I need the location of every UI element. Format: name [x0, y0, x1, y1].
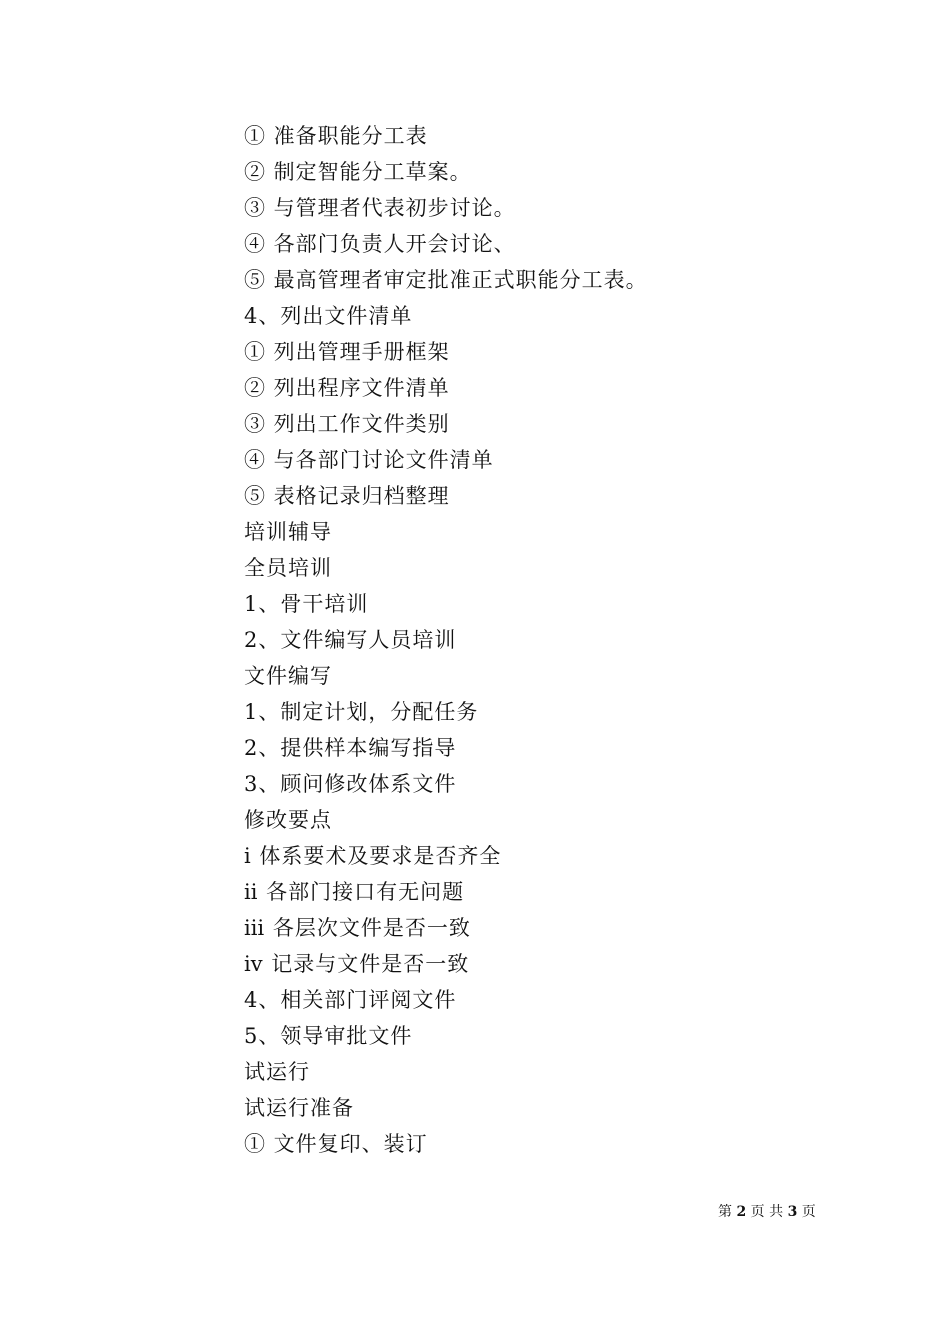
text-line: 1、骨干培训 — [244, 592, 369, 616]
text-line: ② 制定智能分工草案。 — [244, 160, 472, 184]
page-number-footer — [718, 1201, 816, 1221]
section-heading: 4、列出文件清单 — [244, 304, 413, 328]
text-line: ⅱ 各部门接口有无问题 — [244, 880, 465, 904]
text-line: ④ 与各部门讨论文件清单 — [244, 448, 494, 472]
text-line: ⅲ 各层次文件是否一致 — [244, 916, 471, 940]
footer-suffix: 页 — [801, 1204, 816, 1220]
total-page-number: 3 — [787, 1204, 798, 1220]
text-line: 5、领导审批文件 — [244, 1024, 413, 1048]
text-line: ④ 各部门负责人开会讨论、 — [244, 232, 516, 256]
text-line: 3、顾问修改体系文件 — [244, 772, 457, 796]
section-heading: 文件编写 — [244, 664, 332, 688]
section-heading: 试运行准备 — [244, 1096, 354, 1120]
text-line: 2、提供样本编写指导 — [244, 736, 457, 760]
text-line: ⑤ 表格记录归档整理 — [244, 484, 450, 508]
text-line: ③ 列出工作文件类别 — [244, 412, 450, 436]
section-heading: 培训辅导 — [244, 520, 332, 544]
text-line: ① 列出管理手册框架 — [244, 340, 450, 364]
text-line: ① 文件复印、装订 — [244, 1132, 428, 1156]
text-line: ② 列出程序文件清单 — [244, 376, 450, 400]
text-line: ⑤ 最高管理者审定批准正式职能分工表。 — [244, 268, 648, 292]
text-line: 4、相关部门评阅文件 — [244, 988, 457, 1012]
current-page-number: 2 — [736, 1204, 747, 1220]
footer-prefix: 第 — [718, 1204, 732, 1220]
document-body — [244, 118, 648, 1162]
text-line: ③ 与管理者代表初步讨论。 — [244, 196, 516, 220]
section-heading: 试运行 — [244, 1060, 310, 1084]
section-heading: 修改要点 — [244, 808, 332, 832]
text-line: 2、文件编写人员培训 — [244, 628, 457, 652]
section-heading: 全员培训 — [244, 556, 332, 580]
footer-middle: 页 共 — [750, 1204, 784, 1220]
text-line: ⅳ 记录与文件是否一致 — [244, 952, 470, 976]
text-line: ⅰ 体系要术及要求是否齐全 — [244, 844, 502, 868]
text-line: ① 准备职能分工表 — [244, 124, 428, 148]
text-line: 1、制定计划，分配任务 — [244, 700, 479, 724]
